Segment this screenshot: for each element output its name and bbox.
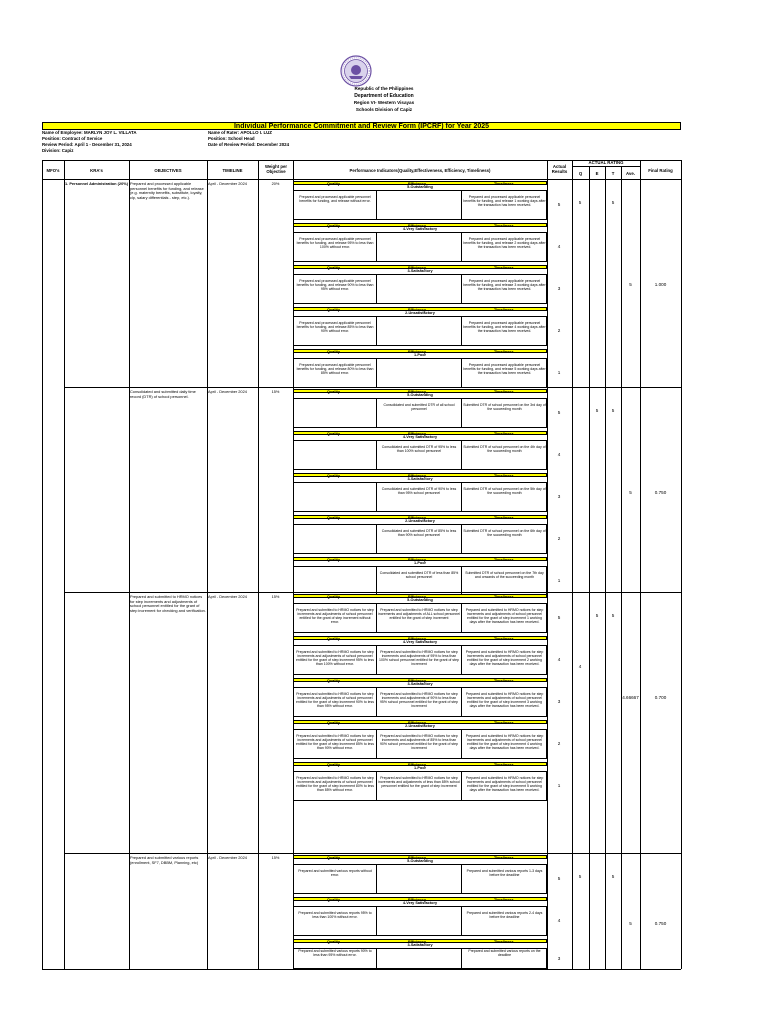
- rater-name: Name of Rater: APOLLO I. LUZ: [208, 130, 272, 135]
- kra-text: 1. Personnel Administration (20%): [65, 181, 128, 186]
- qet-label-t: Timeliness: [494, 181, 514, 186]
- objective-text: Prepared and submitted to HRMO notices for step increments and adjustments of school personnel entitled for the grant of step increment for checking and verification.: [130, 594, 206, 613]
- qet-label-q: Quality: [327, 678, 340, 683]
- rating-t-value: 5: [611, 408, 615, 413]
- timeliness-indicator: Prepared and processed applicable personnel benefits for funding, and release 5 working days after the transaction has been received.: [463, 363, 546, 376]
- indicator-divider: [376, 948, 377, 969]
- qet-label-e: Efficiency: [408, 431, 426, 436]
- timeliness-indicator: Prepared and submitted various reports 1-3 days before the deadline: [466, 869, 543, 878]
- weight-text: 15%: [271, 389, 280, 394]
- indicator-divider: [461, 316, 462, 346]
- indicator-divider: [461, 906, 462, 936]
- actual-result-value: 3: [557, 699, 561, 704]
- timeliness-indicator: Prepared and submitted to HRMO notices for step increments and adjustments of school personnel entitled for the grant of step increment 1 working days after the transaction has been received.: [465, 608, 544, 625]
- col-header-weight: Weight per Objective: [264, 164, 288, 174]
- objective-divider: [64, 592, 681, 593]
- indicator-divider: [461, 948, 462, 969]
- qet-label-t: Timeliness: [494, 557, 514, 562]
- rating-t-value: 5: [611, 613, 615, 618]
- efficiency-indicator: Consolidated and submitted DTR of 90% to less than 95% school personnel: [381, 487, 457, 496]
- quality-indicator: Prepared and submitted various reports 90% to less than 95% without error.: [298, 949, 372, 958]
- qet-label-t: Timeliness: [494, 720, 514, 725]
- actual-result-value: 3: [557, 494, 561, 499]
- col-header-q: Q: [578, 171, 583, 176]
- quality-indicator: Prepared and submitted various reports 95% to less than 100% without error.: [298, 911, 372, 920]
- indicator-divider: [461, 358, 462, 388]
- indicator-divider: [461, 645, 462, 675]
- qet-label-q: Quality: [327, 349, 340, 354]
- indicator-divider: [376, 687, 377, 717]
- actual-result-value: 5: [557, 876, 561, 881]
- qet-label-e: Efficiency: [408, 223, 426, 228]
- col-border: [605, 166, 606, 969]
- actual-result-value: 4: [557, 244, 561, 249]
- qet-label-q: Quality: [327, 762, 340, 767]
- indicator-divider: [376, 482, 377, 512]
- final-rating-value: 1.000: [654, 282, 667, 287]
- indicator-divider: [461, 687, 462, 717]
- actual-result-value: 5: [557, 202, 561, 207]
- actual-result-value: 1: [557, 370, 561, 375]
- qet-label-q: Quality: [327, 265, 340, 270]
- rating-level-label: 5-Outstanding: [407, 185, 433, 189]
- qet-label-e: Efficiency: [408, 594, 426, 599]
- form-title: Individual Performance Commitment and Review Form (IPCRF) for Year 2025: [42, 122, 681, 130]
- col-border: [681, 160, 682, 969]
- col-header-kra: KRA's: [90, 168, 103, 173]
- quality-indicator: Prepared and processed applicable personnel benefits for funding, and release 95% to less than 100% without error.: [296, 237, 374, 250]
- table-header-bottom-border: [42, 179, 681, 180]
- actual-result-value: 5: [557, 410, 561, 415]
- indicator-divider: [461, 729, 462, 759]
- qet-label-q: Quality: [327, 939, 340, 944]
- quality-indicator: Prepared and submitted to HRMO notices for step increments and adjustments of school personnel entitled for the grant of step increment 90% to less than 95% without error.: [295, 692, 374, 709]
- qet-label-t: Timeliness: [494, 307, 514, 312]
- rating-q-value: 4: [578, 664, 582, 669]
- quality-indicator: Prepared and processed applicable personnel benefits for funding, and release without error.: [299, 195, 371, 204]
- rating-level-label: 1-Poor: [413, 353, 427, 357]
- objective-divider: [64, 853, 681, 854]
- rating-e-value: 5: [595, 613, 599, 618]
- indicator-divider: [376, 440, 377, 470]
- actual-result-value: 5: [557, 615, 561, 620]
- timeliness-indicator: Submitted DTR of school personnel on the 6th day of the succeeding month: [463, 529, 546, 538]
- col-header-final-rating: Final Rating: [648, 168, 673, 173]
- final-rating-value: 0.750: [654, 490, 667, 495]
- indicator-divider: [376, 906, 377, 936]
- qet-label-e: Efficiency: [408, 349, 426, 354]
- qet-label-e: Efficiency: [408, 897, 426, 902]
- indicator-divider: [461, 274, 462, 304]
- actual-result-value: 2: [557, 328, 561, 333]
- qet-label-t: Timeliness: [494, 389, 514, 394]
- timeline-text: April - December 2024: [208, 181, 247, 186]
- qet-label-q: Quality: [327, 181, 340, 186]
- efficiency-indicator: Prepared and submitted to HRMO notices for step increments and adjustments of 95% to less than 100% school personnel entitled for the grant of step increment: [379, 650, 459, 667]
- indicator-divider: [461, 482, 462, 512]
- objective-divider: [64, 387, 681, 388]
- timeliness-indicator: Prepared and submitted to HRMO notices for step increments and adjustments of school personnel entitled for the grant of step increment 4 working days after the transaction has been received.: [465, 734, 544, 751]
- col-header-ave: Ave.: [626, 171, 635, 176]
- rating-q-value: 5: [578, 874, 582, 879]
- col-header-actual-rating: ACTUAL RATING: [588, 160, 624, 165]
- efficiency-indicator: Prepared and submitted to HRMO notices for step increments and adjustments of less than 85% school personnel entitled for the grant of step increment: [378, 776, 460, 789]
- qet-label-q: Quality: [327, 473, 340, 478]
- rater-position: Position: School Head: [208, 136, 255, 141]
- qet-label-q: Quality: [327, 636, 340, 641]
- indicator-divider: [376, 645, 377, 675]
- col-border: [207, 160, 208, 969]
- employee-name: Name of Employee: MARLYN JOY L. VILLATA: [42, 130, 137, 135]
- qet-label-e: Efficiency: [408, 762, 426, 767]
- qet-label-t: Timeliness: [494, 265, 514, 270]
- qet-label-e: Efficiency: [408, 720, 426, 725]
- weight-text: 20%: [271, 181, 280, 186]
- indicator-divider: [376, 232, 377, 262]
- timeline-text: April - December 2024: [208, 855, 247, 860]
- quality-indicator: Prepared and processed applicable personnel benefits for funding, and release 90% to less than 95% without error.: [296, 279, 374, 292]
- rating-level-label: 5-Outstanding: [407, 859, 433, 863]
- col-border: [129, 160, 130, 969]
- timeliness-indicator: Prepared and submitted to HRMO notices for step increments and adjustments of school personnel entitled for the grant of step increment 2 working days after the transaction has been received.: [465, 650, 544, 667]
- timeline-text: April - December 2024: [208, 389, 247, 394]
- col-header-objectives: OBJECTIVES: [154, 168, 182, 173]
- timeliness-indicator: Prepared and processed applicable personnel benefits for funding, and release 1 working days after the transaction has been received.: [463, 195, 546, 208]
- qet-label-e: Efficiency: [408, 855, 426, 860]
- rating-level-label: 1-Poor: [413, 561, 427, 565]
- qet-label-q: Quality: [327, 594, 340, 599]
- qet-label-q: Quality: [327, 855, 340, 860]
- timeliness-indicator: Submitted DTR of school personnel on the 3rd day of the succeeding month: [463, 403, 546, 412]
- col-border: [64, 160, 65, 969]
- rating-level-label: 4-Very Satisfactory: [402, 640, 438, 644]
- efficiency-indicator: Consolidated and submitted DTR of 85% to less than 90% school personnel: [381, 529, 457, 538]
- col-border: [589, 166, 590, 969]
- rating-level-label: 3-Satisfactory: [407, 477, 433, 481]
- qet-label-q: Quality: [327, 515, 340, 520]
- qet-label-e: Efficiency: [408, 265, 426, 270]
- indicator-divider: [376, 190, 377, 220]
- timeliness-indicator: Prepared and processed applicable personnel benefits for funding, and release 3 working days after the transaction has been received.: [463, 279, 546, 292]
- qet-label-q: Quality: [327, 307, 340, 312]
- employee-division: Division: Capiz: [42, 148, 74, 153]
- rating-level-label: 2-Unsatisfactory: [405, 519, 435, 523]
- final-rating-value: 0.750: [654, 921, 667, 926]
- indicator-divider: [376, 398, 377, 428]
- rating-level-label: 2-Unsatisfactory: [405, 724, 435, 728]
- actual-result-value: 2: [557, 536, 561, 541]
- qet-label-t: Timeliness: [494, 939, 514, 944]
- qet-label-e: Efficiency: [408, 307, 426, 312]
- actual-result-value: 1: [557, 783, 561, 788]
- qet-label-q: Quality: [327, 389, 340, 394]
- rating-level-label: 3-Satisfactory: [407, 943, 433, 947]
- efficiency-indicator: Consolidated and submitted DTR of all school personnel: [383, 403, 455, 412]
- timeliness-indicator: Prepared and processed applicable personnel benefits for funding, and release 4 working days after the transaction has been received.: [463, 321, 546, 334]
- qet-label-e: Efficiency: [408, 389, 426, 394]
- indicator-divider: [461, 524, 462, 554]
- indicator-divider: [461, 603, 462, 633]
- actual-result-value: 4: [557, 452, 561, 457]
- rating-e-value: 5: [595, 408, 599, 413]
- indicator-divider: [376, 603, 377, 633]
- qet-label-q: Quality: [327, 223, 340, 228]
- rater-review-date: Date of Review Period: December 2024: [208, 142, 290, 147]
- qet-label-t: Timeliness: [494, 762, 514, 767]
- efficiency-indicator: Prepared and submitted to HRMO notices for step increments and adjustments of ALL school personnel entitled for the grant of step increment: [378, 608, 460, 621]
- actual-result-value: 4: [557, 657, 561, 662]
- quality-indicator: Prepared and processed applicable personnel benefits for funding, and release 85% to less than 90% without error.: [296, 321, 374, 334]
- col-header-t: T: [611, 171, 615, 176]
- qet-label-t: Timeliness: [494, 636, 514, 641]
- header-region: Region VI- Western Visayas: [353, 100, 415, 105]
- timeliness-indicator: Prepared and submitted to HRMO notices for step increments and adjustments of school personnel entitled for the grant of step increment 5 working days after the transaction has been received.: [465, 776, 544, 793]
- timeliness-indicator: Prepared and submitted various reports 2-4 days before the deadline: [466, 911, 543, 920]
- indicator-divider: [376, 316, 377, 346]
- qet-label-t: Timeliness: [494, 431, 514, 436]
- indicator-divider: [376, 729, 377, 759]
- efficiency-indicator: Consolidated and submitted DTR of less than 85% school personnel: [379, 571, 459, 580]
- col-header-actual-results: Actual Results: [551, 164, 568, 174]
- timeliness-indicator: Prepared and processed applicable personnel benefits for funding, and release 2 working days after the transaction has been received.: [463, 237, 546, 250]
- col-border: [42, 160, 43, 969]
- qet-label-e: Efficiency: [408, 181, 426, 186]
- rating-level-label: 3-Satisfactory: [407, 682, 433, 686]
- rating-average-value: 4.66667: [622, 695, 639, 700]
- rating-t-value: 5: [611, 874, 615, 879]
- rating-level-label: 2-Unsatisfactory: [405, 311, 435, 315]
- efficiency-indicator: Prepared and submitted to HRMO notices for step increments and adjustments of 90% to less than 95% school personnel entitled for the grant of step increment: [379, 692, 459, 709]
- col-header-e: E: [595, 171, 599, 176]
- qet-label-q: Quality: [327, 897, 340, 902]
- objective-text: Prepared and submitted various reports (enrollment, SF7, DBBM, Planning, etc): [130, 855, 199, 865]
- rating-average-value: 5: [629, 921, 632, 926]
- col-header-timeline: TIMELINE: [222, 168, 243, 173]
- timeliness-indicator: Prepared and submitted to HRMO notices for step increments and adjustments of school personnel entitled for the grant of step increment 3 working days after the transaction has been received.: [465, 692, 544, 709]
- timeliness-indicator: Submitted DTR of school personnel on the 7th day and onwards of the succeeding month: [465, 571, 544, 580]
- actual-result-value: 2: [557, 741, 561, 746]
- qet-label-t: Timeliness: [494, 855, 514, 860]
- timeliness-indicator: Submitted DTR of school personnel on the 5th day of the succeeding month: [463, 487, 546, 496]
- rating-level-label: 1-Poor: [413, 766, 427, 770]
- qet-label-q: Quality: [327, 431, 340, 436]
- indicator-divider: [376, 358, 377, 388]
- actual-result-value: 4: [557, 918, 561, 923]
- indicator-divider: [376, 771, 377, 801]
- employee-position: Position: Contract of Service: [42, 136, 103, 141]
- quality-indicator: Prepared and submitted to HRMO notices for step increments and adjustments of school personnel entitled for the grant of step increment 95% to less than 100% without error.: [295, 650, 374, 667]
- rating-level-label: 5-Outstanding: [407, 393, 433, 397]
- indicator-divider: [461, 440, 462, 470]
- col-border: [572, 160, 573, 969]
- table-bottom-border: [42, 969, 681, 970]
- col-border: [547, 160, 548, 969]
- col-header-mfo: MFO's: [46, 168, 60, 173]
- quality-indicator: Prepared and submitted to HRMO notices for step increments and adjustments of school personnel entitled for the grant of step increment 85% to less than 90% without error.: [295, 734, 374, 751]
- quality-indicator: Prepared and submitted to HRMO notices for step increments and adjustments of school personnel entitled for the grant of step increment 80% to less than 85% without error.: [295, 776, 374, 793]
- weight-text: 15%: [271, 594, 280, 599]
- final-rating-value: 0.700: [654, 695, 667, 700]
- qet-label-q: Quality: [327, 720, 340, 725]
- qet-label-e: Efficiency: [408, 557, 426, 562]
- timeliness-indicator: Prepared and submitted various reports on the deadline: [468, 949, 541, 958]
- indicator-divider: [461, 398, 462, 428]
- efficiency-indicator: Prepared and submitted to HRMO notices for step increments and adjustments of 85% to less than 90% school personnel entitled for the grant of step increment: [379, 734, 459, 751]
- indicator-divider: [376, 524, 377, 554]
- col-header-indicators: Performance Indicators(Quality,Effectiveness, Efficiency, Timeliness): [349, 168, 491, 173]
- indicator-divider: [376, 274, 377, 304]
- weight-text: 15%: [271, 855, 280, 860]
- rating-average-value: 5: [629, 282, 632, 287]
- actual-result-value: 3: [557, 955, 561, 961]
- qet-label-e: Efficiency: [408, 473, 426, 478]
- quality-indicator: Prepared and submitted various reports without error.: [298, 869, 372, 878]
- qet-label-t: Timeliness: [494, 594, 514, 599]
- rating-level-label: 3-Satisfactory: [407, 269, 433, 273]
- qet-label-q: Quality: [327, 557, 340, 562]
- objective-text: Prepared and processed applicable personnel benefits for funding, and release (e.g. maternity benefits, substitute, loyalty, clp, salary differentials - step, etc.).: [130, 181, 204, 200]
- qet-label-e: Efficiency: [408, 515, 426, 520]
- qet-label-e: Efficiency: [408, 939, 426, 944]
- col-border: [258, 160, 259, 969]
- indicator-divider: [461, 232, 462, 262]
- rating-level-label: 4-Very Satisfactory: [402, 227, 438, 231]
- rating-level-label: 4-Very Satisfactory: [402, 435, 438, 439]
- actual-rating-divider: [572, 166, 640, 167]
- rating-average-value: 5: [629, 490, 632, 495]
- qet-label-t: Timeliness: [494, 515, 514, 520]
- indicator-divider: [461, 864, 462, 894]
- qet-label-e: Efficiency: [408, 636, 426, 641]
- qet-label-t: Timeliness: [494, 473, 514, 478]
- objective-text: Consolidated and submitted daily time record (DTR) of school personnel.: [130, 389, 196, 399]
- rating-level-label: 4-Very Satisfactory: [402, 901, 438, 905]
- indicator-divider: [376, 864, 377, 894]
- employee-review-period: Review Period: April 1 - December 31, 2024: [42, 142, 132, 147]
- efficiency-indicator: Consolidated and submitted DTR of 95% to less than 100% school personnel: [381, 445, 457, 454]
- header-department: Department of Education: [354, 93, 414, 99]
- rating-t-value: 5: [611, 200, 615, 205]
- rating-q-value: 5: [578, 200, 582, 205]
- timeliness-indicator: Submitted DTR of school personnel on the 4th day of the succeeding month: [463, 445, 546, 454]
- header-division: Schools Division of Capiz: [355, 107, 413, 112]
- actual-result-value: 1: [557, 578, 561, 583]
- qet-label-t: Timeliness: [494, 897, 514, 902]
- timeline-text: April - December 2024: [208, 594, 247, 599]
- deped-seal-icon: [340, 55, 372, 87]
- rating-level-label: 5-Outstanding: [407, 598, 433, 602]
- quality-indicator: Prepared and submitted to HRMO notices for step increments and adjustments of school personnel entitled for the grant of step increment without error.: [296, 608, 374, 625]
- actual-result-value: 3: [557, 286, 561, 291]
- qet-label-e: Efficiency: [408, 678, 426, 683]
- header-country: Republic of the Philippines: [354, 86, 414, 91]
- quality-indicator: Prepared and processed applicable personnel benefits for funding, and release 80% to less than 85% without error.: [296, 363, 374, 376]
- indicator-divider: [461, 771, 462, 801]
- indicator-divider: [461, 190, 462, 220]
- qet-label-t: Timeliness: [494, 349, 514, 354]
- qet-label-t: Timeliness: [494, 223, 514, 228]
- qet-label-t: Timeliness: [494, 678, 514, 683]
